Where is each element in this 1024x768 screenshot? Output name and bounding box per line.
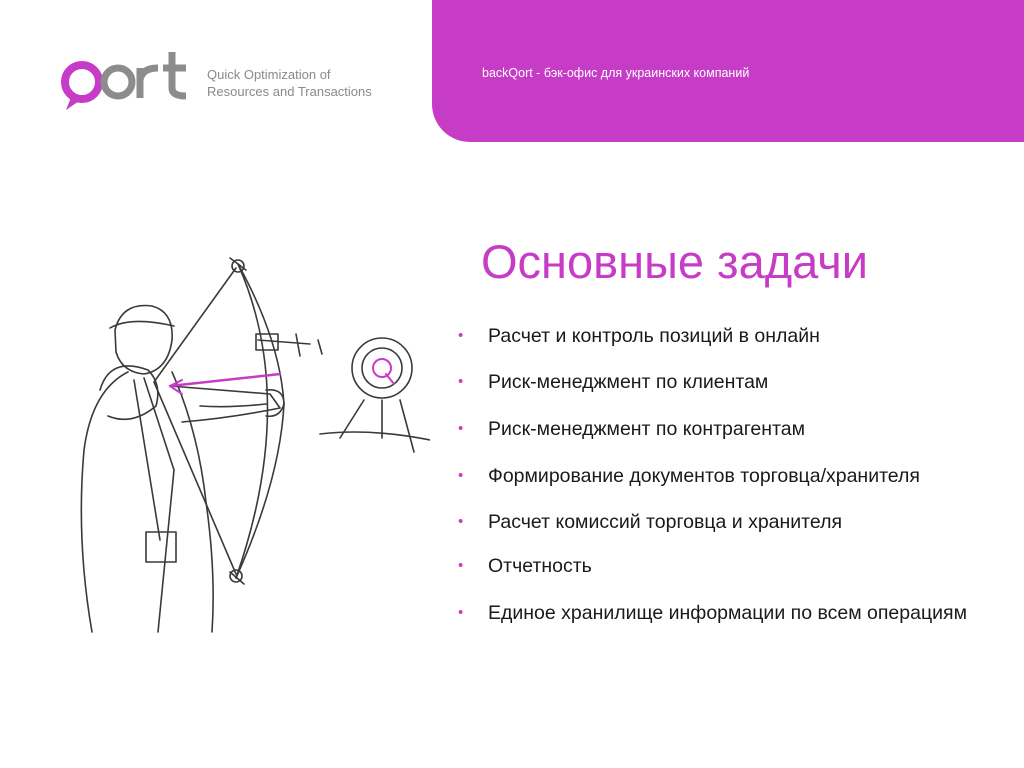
logo-o: [104, 68, 132, 96]
qort-logo-icon: [60, 50, 190, 112]
logo-t: [163, 52, 186, 96]
list-item-text: Расчет и контроль позиций в онлайн: [488, 325, 820, 347]
bullet-icon: •: [458, 513, 464, 530]
archer-sketch-icon: [70, 240, 430, 640]
banner-text: backQort - бэк-офис для украинских компаний: [482, 66, 750, 80]
list-item-text: Расчет комиссий торговца и хранителя: [488, 511, 843, 533]
target-icon: [320, 338, 430, 452]
logo-q: [65, 65, 99, 110]
bullet-icon: •: [458, 604, 464, 621]
header-banner: [432, 0, 1024, 142]
tagline-line-2: Resources and Transactions: [207, 84, 372, 99]
bullet-icon: •: [458, 327, 464, 344]
list-item-text: Формирование документов торговца/хранителя: [488, 465, 920, 487]
list-item-text: Риск-менеджмент по клиентам: [488, 371, 769, 393]
list-item-text: Отчетность: [488, 555, 592, 577]
bullet-icon: •: [458, 373, 464, 390]
list-item-text: Единое хранилище информации по всем операциям: [488, 602, 967, 624]
bullet-icon: •: [458, 557, 464, 574]
brand-tagline: [207, 66, 372, 100]
bullet-icon: •: [458, 420, 464, 437]
logo-r: [140, 68, 158, 98]
list-item-text: Риск-менеджмент по контрагентам: [488, 418, 805, 440]
tagline-line-1: Quick Optimization of: [207, 67, 331, 82]
bullet-icon: •: [458, 467, 464, 484]
slide-title: Основные задачи: [481, 235, 869, 288]
